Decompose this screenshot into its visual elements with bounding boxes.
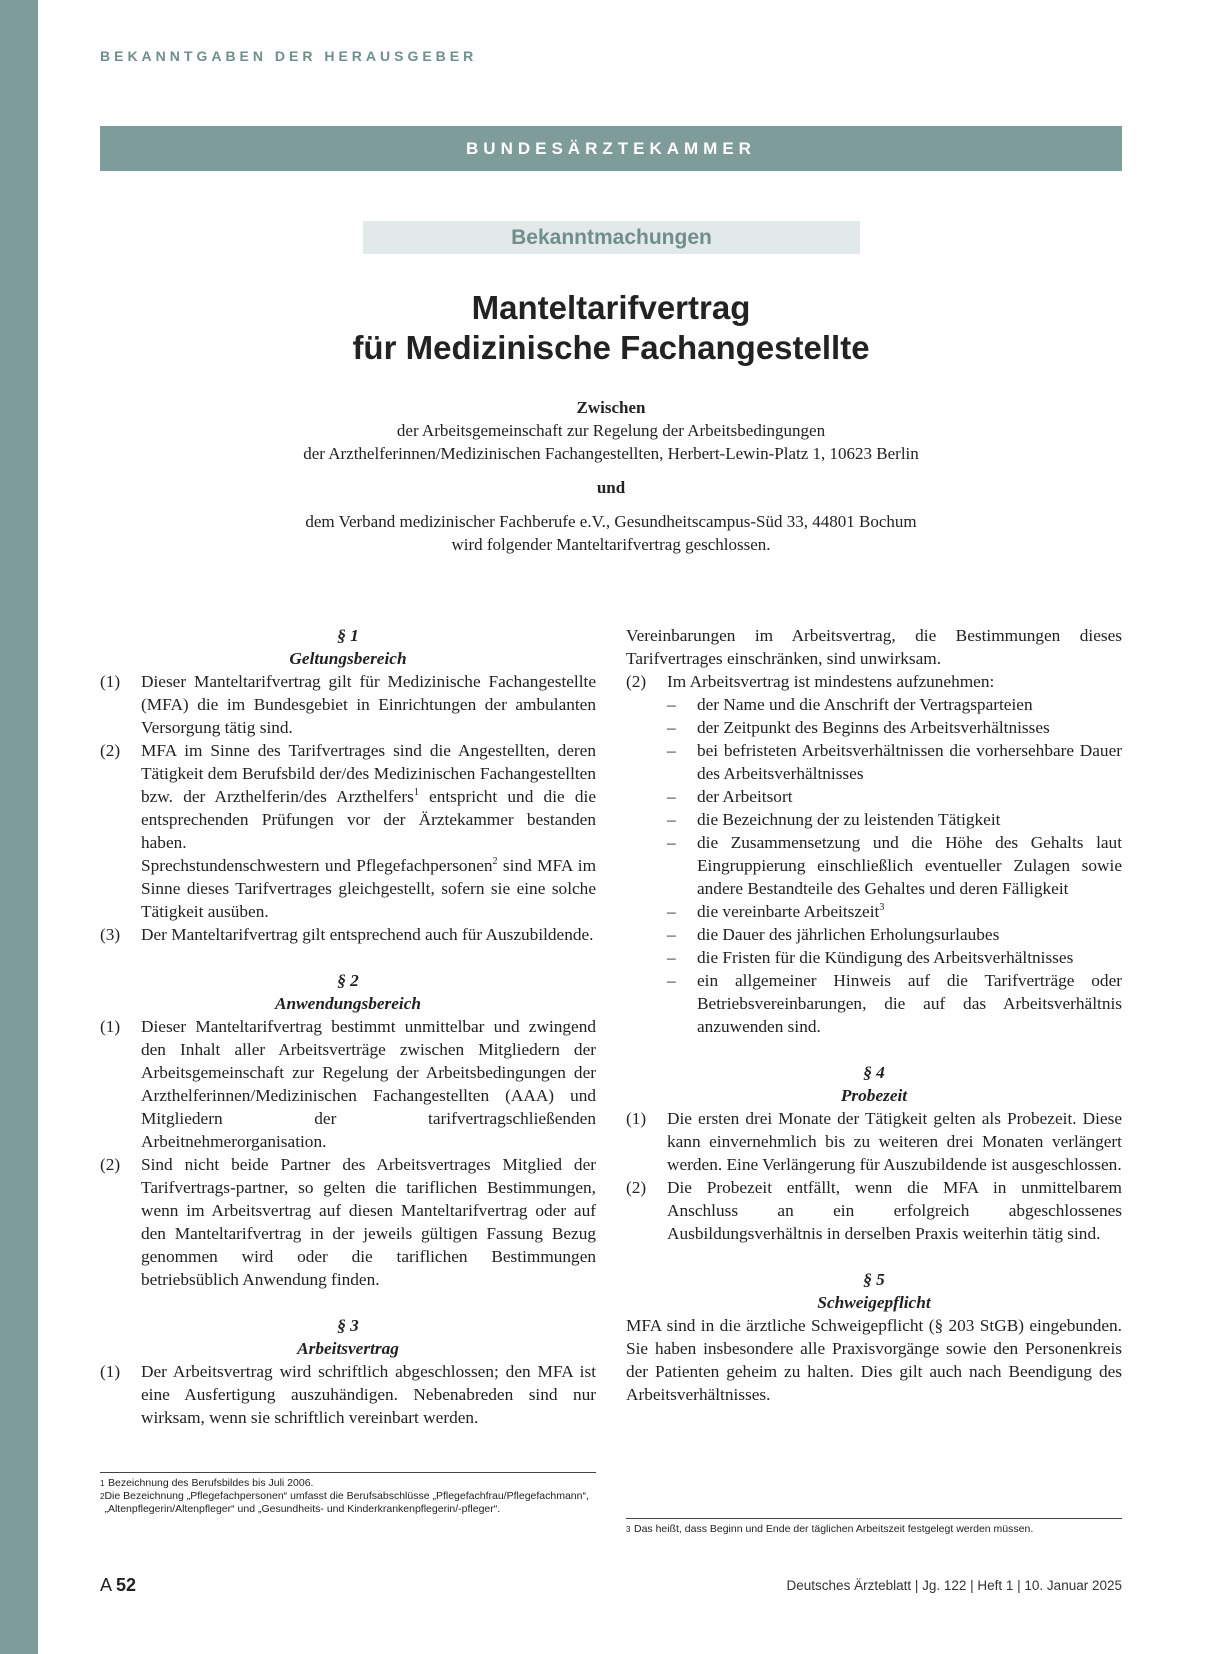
list-item: – bei befristeten Arbeitsverhältnissen die vorhersehbare Dauer des Arbeitsverhältnisses <box>667 741 1122 783</box>
section-5-text: MFA sind in die ärztliche Schweigepflicht (§ 203 StGB) eingebunden. Sie haben insbesondere alle Praxisvorgänge sowie den Personenkreis der Patienten geheim zu halten. Dies gilt auch nach Beendigung des Arbeitsverhältnisses. <box>626 1316 1122 1404</box>
section-2-number: § 2 <box>337 971 359 990</box>
footnote-ref-3: 3 <box>879 902 885 914</box>
section-2-para-1: (1) Dieser Manteltarifvertrag bestimmt unmittelbar und zwingend den Inhalt aller Arbeitsverträge zwischen Mitgliedern der Arbeitsgemeinschaft zur Regelung der Arbeitsbedingungen der Arzthelferinnen/Medizinischen Fachangestellten (AAA) und Mitgliedern der tarifvertragschließenden Arbeitnehmerorganisation. <box>100 1017 596 1151</box>
section-3-title: Arbeitsvertrag <box>297 1339 399 1358</box>
intro-zwischen: Zwischen <box>576 398 646 417</box>
section-1-title: Geltungsbereich <box>289 649 407 668</box>
intro-block <box>100 396 1122 556</box>
footnote-3: 3 Das heißt, dass Beginn und Ende der täglichen Arbeitszeit festgelegt werden müssen. <box>626 1523 1034 1535</box>
section-1-para-3: (3) Der Manteltarifvertrag gilt entsprechend auch für Auszubildende. <box>100 925 594 944</box>
right-column <box>626 624 1122 1406</box>
section-1-para-2: (2) MFA im Sinne des Tarifvertrages sind die Angestellten, deren Tätigkeit dem Berufsbild der/des Medizinischen Fachangestellten bzw. der Arzthelferin/des Arzthelfers$^1$ entspricht und die die entsprechenden Prüfungen vor der Ärztekammer bestanden haben. Sprechstundenschwestern und Pflegefachpersonen$^2$ sind MFA im Sinne dieses Tarifvertrages gleichgestellt, sofern sie eine solche Tätigkeit ausüben. <box>100 741 597 921</box>
journal-citation: Deutsches Ärzteblatt | Jg. 122 | Heft 1 | 10. Januar 2025 <box>786 1578 1122 1593</box>
section-4-para-1: (1) Die ersten drei Monate der Tätigkeit gelten als Probezeit. Diese kann einvernehmlich bis zu weiteren drei Monaten verlängert werden. Eine Verlängerung für Auszubildende ist ausgeschlossen. <box>626 1109 1122 1174</box>
list-item: – die Bezeichnung der zu leistenden Tätigkeit <box>667 810 1001 829</box>
intro-party1-line2: der Arzthelferinnen/Medizinischen Fachangestellten, Herbert-Lewin-Platz 1, 10623 Berlin <box>303 444 919 463</box>
list-item: – der Zeitpunkt des Beginns des Arbeitsverhältnisses <box>667 718 1050 737</box>
title-line-1: Manteltarifvertrag <box>471 289 751 326</box>
left-color-band <box>0 0 38 1654</box>
section-3-para-1: (1) Der Arbeitsvertrag wird schriftlich abgeschlossen; den MFA ist eine Ausfertigung auszuhändigen. Nebenabreden sind nur wirksam, wenn sie schriftlich vereinbart werden. <box>100 1362 596 1427</box>
page-number: A 52 <box>100 1575 137 1595</box>
title-line-2: für Medizinische Fachangestellte <box>352 329 870 366</box>
section-3-para-2: (2) Im Arbeitsvertrag ist mindestens aufzunehmen: <box>626 672 995 691</box>
footnotes-right <box>626 1518 1122 1536</box>
footnote-ref-1: 1 <box>413 787 419 799</box>
list-item: – der Name und die Anschrift der Vertragsparteien <box>667 695 1033 714</box>
list-item: – die Zusammensetzung und die Höhe des Gehalts laut Eingruppierung einschließlich eventueller Zulagen sowie andere Bestandteile des Gehaltes und deren Fälligkeit <box>667 833 1122 898</box>
intro-party1-line1: der Arbeitsgemeinschaft zur Regelung der Arbeitsbedingungen <box>396 421 826 440</box>
list-item: – ein allgemeiner Hinweis auf die Tarifverträge oder Betriebsvereinbarungen, die auf das Arbeitsverhältnis anzuwenden sind. <box>667 971 1122 1036</box>
section-1-number: § 1 <box>337 626 359 645</box>
section-4-para-2: (2) Die Probezeit entfällt, wenn die MFA in unmittelbarem Anschluss an ein erfolgreich abgeschlossenes Ausbildungsverhältnis in derselben Praxis weiterhin tätig sind. <box>626 1178 1122 1243</box>
section-5-title: Schweigepflicht <box>817 1293 931 1312</box>
section-3-number: § 3 <box>337 1316 359 1335</box>
section-5-number: § 5 <box>863 1270 885 1289</box>
section-1-para-1: (1) Dieser Manteltarifvertrag gilt für Medizinische Fachangestellte (MFA) die im Bundesgebiet in Einrichtungen der ambulanten Versorgung tätig sind. <box>100 672 596 737</box>
intro-party2-line2: wird folgender Manteltarifvertrag geschlossen. <box>451 535 771 554</box>
footnotes-left <box>100 1472 596 1516</box>
category-bar: Bekanntmachungen <box>363 221 860 254</box>
list-item: – der Arbeitsort <box>667 787 793 806</box>
section-3-para-1-continued: Vereinbarungen im Arbeitsvertrag, die Bestimmungen dieses Tarifvertrages einschränken, sind unwirksam. <box>626 626 1122 668</box>
footnote-2: 2 Die Bezeichnung „Pflegefachpersonen“ umfasst die Berufsabschlüsse „Pflegefachfrau/Pflegefachmann“, „Altenpflegerin/Altenpfleger“ und „Gesundheits- und Kinderkrankenpflegerin/-pfleger“. <box>100 1490 589 1515</box>
list-item: – die Dauer des jährlichen Erholungsurlaubes <box>667 925 1000 944</box>
footnote-ref-2: 2 <box>492 856 498 868</box>
organization-bar: BUNDESÄRZTEKAMMER <box>100 126 1122 171</box>
left-column <box>100 624 596 1429</box>
section-4-title: Probezeit <box>840 1086 908 1105</box>
intro-party2-line1: dem Verband medizinischer Fachberufe e.V., Gesundheitscampus-Süd 33, 44801 Bochum <box>305 512 917 531</box>
footnote-1: 1 Bezeichnung des Berufsbildes bis Juli 2006. <box>100 1477 314 1489</box>
section-label: BEKANNTGABEN DER HERAUSGEBER <box>100 48 478 64</box>
list-item: – die Fristen für die Kündigung des Arbeitsverhältnisses <box>667 948 1074 967</box>
intro-und: und <box>596 478 626 497</box>
document-title <box>100 288 1122 368</box>
section-2-para-2: (2) Sind nicht beide Partner des Arbeitsvertrages Mitglied der Tarifvertrags-partner, so gelten die tariflichen Bestimmungen, wenn im Arbeitsvertrag auf diesen Manteltarifvertrag oder auf den Manteltarifvertrag in der jeweils gültigen Fassung Bezug genommen wird oder die tariflichen Bestimmungen betriebsüblich Anwendung finden. <box>100 1155 596 1289</box>
section-4-number: § 4 <box>863 1063 885 1082</box>
section-2-title: Anwendungsbereich <box>275 994 421 1013</box>
list-item: – die vereinbarte Arbeitszeit$^3$ <box>667 902 885 921</box>
